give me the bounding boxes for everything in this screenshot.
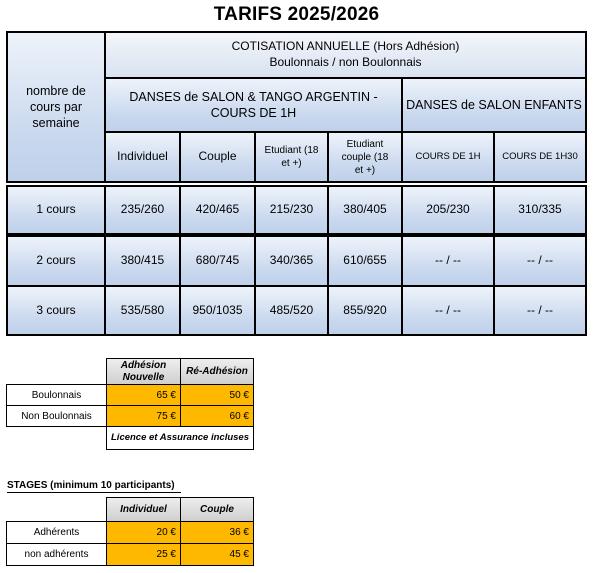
table-cell: 680/745 <box>179 235 256 287</box>
row-label-non-adherents: non adhérents <box>6 543 107 566</box>
table-cell: 380/415 <box>104 235 181 287</box>
table-cell: -- / -- <box>493 235 587 287</box>
column-header-adhesion-nouvelle: Adhésion Nouvelle <box>106 358 181 385</box>
page-title: TARIFS 2025/2026 <box>213 4 380 25</box>
row-label-2-cours: 2 cours <box>6 235 106 287</box>
table-cell: 380/405 <box>327 185 403 235</box>
column-header-re-adhesion: Ré-Adhésion <box>180 358 254 385</box>
row-label-1-cours: 1 cours <box>6 185 106 235</box>
table-cell: 535/580 <box>104 285 181 336</box>
table-cell: -- / -- <box>401 235 495 287</box>
cotisation-header <box>104 31 587 79</box>
table-cell: 50 € <box>180 384 254 406</box>
table-cell: 20 € <box>106 521 181 544</box>
table-cell: -- / -- <box>493 285 587 336</box>
row-label-non-boulonnais: Non Boulonnais <box>6 405 107 427</box>
table-cell: 610/655 <box>327 235 403 287</box>
group-header-children: DANSES de SALON ENFANTS <box>401 77 587 133</box>
row-header-nombre-cours: nombre de cours par semaine <box>6 31 106 183</box>
column-header-cours-1h30: COURS DE 1H30 <box>493 131 587 183</box>
table-cell: 950/1035 <box>179 285 256 336</box>
row-label-adherents: Adhérents <box>6 521 107 544</box>
adhesion-note: Licence et Assurance incluses <box>106 426 254 450</box>
group-header-adults: DANSES de SALON & TANGO ARGENTIN - COURS DE 1H <box>104 77 403 133</box>
row-label-3-cours: 3 cours <box>6 285 106 336</box>
stages-heading: STAGES (minimum 10 participants) <box>7 479 181 493</box>
table-cell: 855/920 <box>327 285 403 336</box>
column-header-couple: Couple <box>179 131 256 183</box>
cotisation-title: COTISATION ANNUELLE (Hors Adhésion) <box>231 39 460 54</box>
table-cell: 485/520 <box>254 285 329 336</box>
column-header-etudiant: Etudiant (18 et +) <box>254 131 329 183</box>
table-cell: 215/230 <box>254 185 329 235</box>
table-cell: 340/365 <box>254 235 329 287</box>
column-header-etudiant-couple: Etudiant couple (18 et +) <box>327 131 403 183</box>
column-header-stage-individuel: Individuel <box>106 497 181 522</box>
table-cell: 25 € <box>106 543 181 566</box>
row-label-boulonnais: Boulonnais <box>6 384 107 406</box>
table-cell: 36 € <box>180 521 254 544</box>
table-cell: -- / -- <box>401 285 495 336</box>
table-cell: 310/335 <box>493 185 587 235</box>
table-cell: 60 € <box>180 405 254 427</box>
cotisation-subtitle: Boulonnais / non Boulonnais <box>269 55 422 69</box>
table-cell: 205/230 <box>401 185 495 235</box>
table-cell: 235/260 <box>104 185 181 235</box>
column-header-cours-1h: COURS DE 1H <box>401 131 495 183</box>
table-cell: 420/465 <box>179 185 256 235</box>
table-cell: 65 € <box>106 384 181 406</box>
column-header-individuel: Individuel <box>104 131 181 183</box>
column-header-stage-couple: Couple <box>180 497 254 522</box>
table-cell: 45 € <box>180 543 254 566</box>
table-cell: 75 € <box>106 405 181 427</box>
